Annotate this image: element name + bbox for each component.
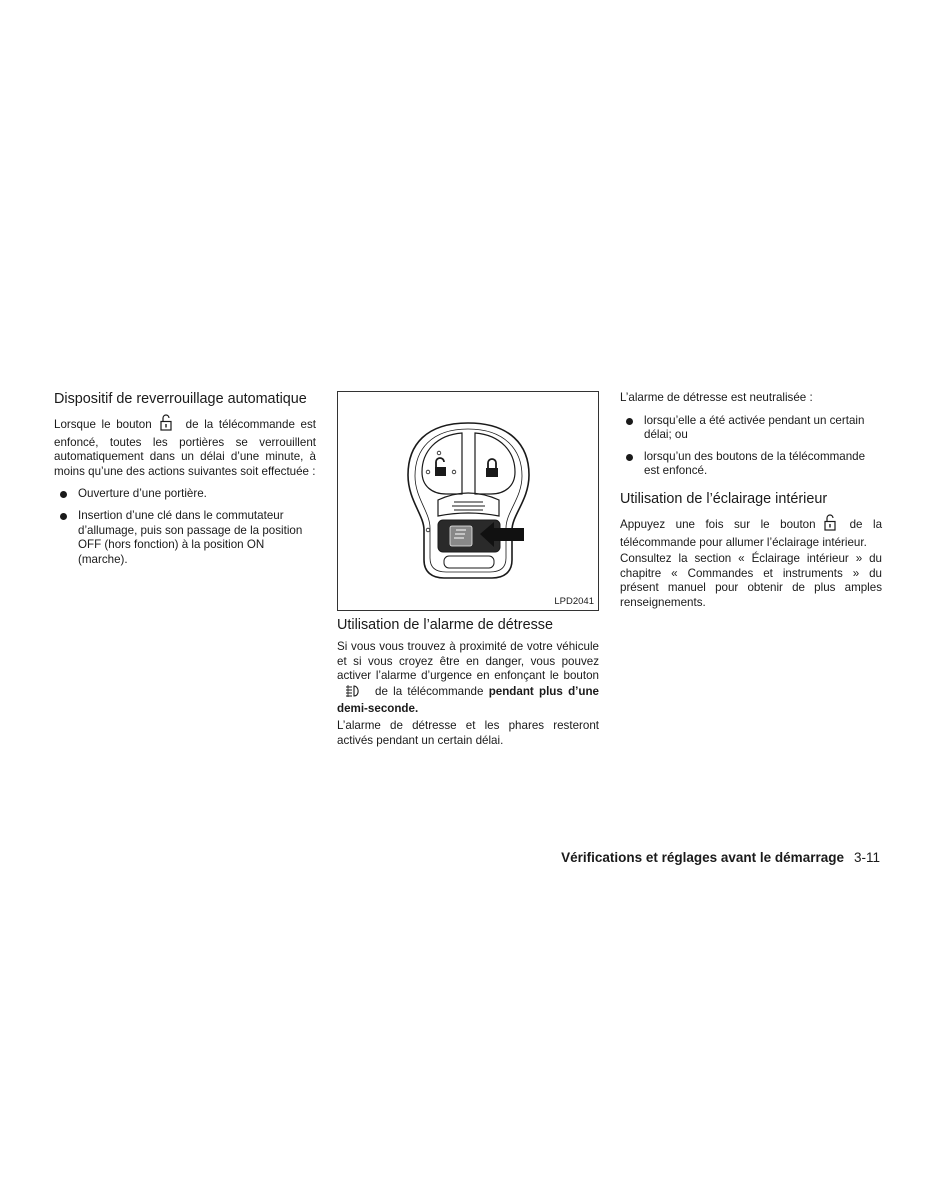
left-column [54,391,316,574]
bullet-icon [60,491,67,498]
panic-icon [345,684,361,703]
middle-column [337,391,599,750]
list-item: lorsqu’un des boutons de la télécommande est enfoncé. [620,450,882,479]
trunk-icon [438,493,499,516]
remote-figure [337,391,599,611]
panic-alarm-deactivation-intro: L’alarme de détresse est neutralisée : [620,391,813,404]
bullet-icon [626,418,633,425]
list-item: Ouverture d’une portière. [54,487,316,502]
remote-key-fob [406,420,531,580]
bullet-icon [60,513,67,520]
panic-alarm-paragraph-2: L’alarme de détresse et les phares resteront activés pendant un certain délai. [337,718,599,747]
bullet-icon [626,454,633,461]
panic-alarm-deactivation-list [620,414,882,479]
figure-code: LPD2041 [554,596,594,607]
auto-relock-heading: Dispositif de reverrouillage automatique [54,391,307,407]
unlock-icon [824,514,836,536]
unlock-icon [160,414,172,436]
list-item: lorsqu’elle a été activée pendant un certain délai; ou [620,414,882,443]
page-footer [400,849,880,866]
unlock-icon [435,458,446,476]
right-column [620,391,882,613]
panic-alarm-heading: Utilisation de l’alarme de détresse [337,617,553,633]
auto-relock-paragraph: Lorsque le bouton de la télécommande est enfoncé, toutes les portières se verrouillent automatiquement dans un délai d’une minute, à moins qu’une des actions suivantes soit effectuée : [54,414,316,479]
lock-icon [486,459,498,477]
auto-relock-conditions [54,487,316,567]
panic-icon [450,526,472,546]
chapter-title: Vérifications et réglages avant le démarrage [561,850,844,865]
page-number: 3-11 [853,850,880,865]
interior-light-paragraph: Appuyez une fois sur le bouton de la télécommande pour allumer l’éclairage intérieur. [620,514,882,550]
list-item: Insertion d’une clé dans le commutateur d’allumage, puis son passage de la position OFF (hors fonction) à la position ON (marche). [54,509,316,567]
panic-alarm-paragraph: Si vous vous trouvez à proximité de votre véhicule et si vous croyez être en danger, vous pouvez activer l’alarme d’urgence en enfonçant le boutonde la télécommande pendant plus d’une demi-seconde. [337,640,599,716]
interior-light-paragraph-2: Consultez la section « Éclairage intérieur » du chapitre « Commandes et instruments » du présent manuel pour obtenir de plus amples renseignements. [620,552,882,609]
interior-light-heading: Utilisation de l’éclairage intérieur [620,490,828,507]
